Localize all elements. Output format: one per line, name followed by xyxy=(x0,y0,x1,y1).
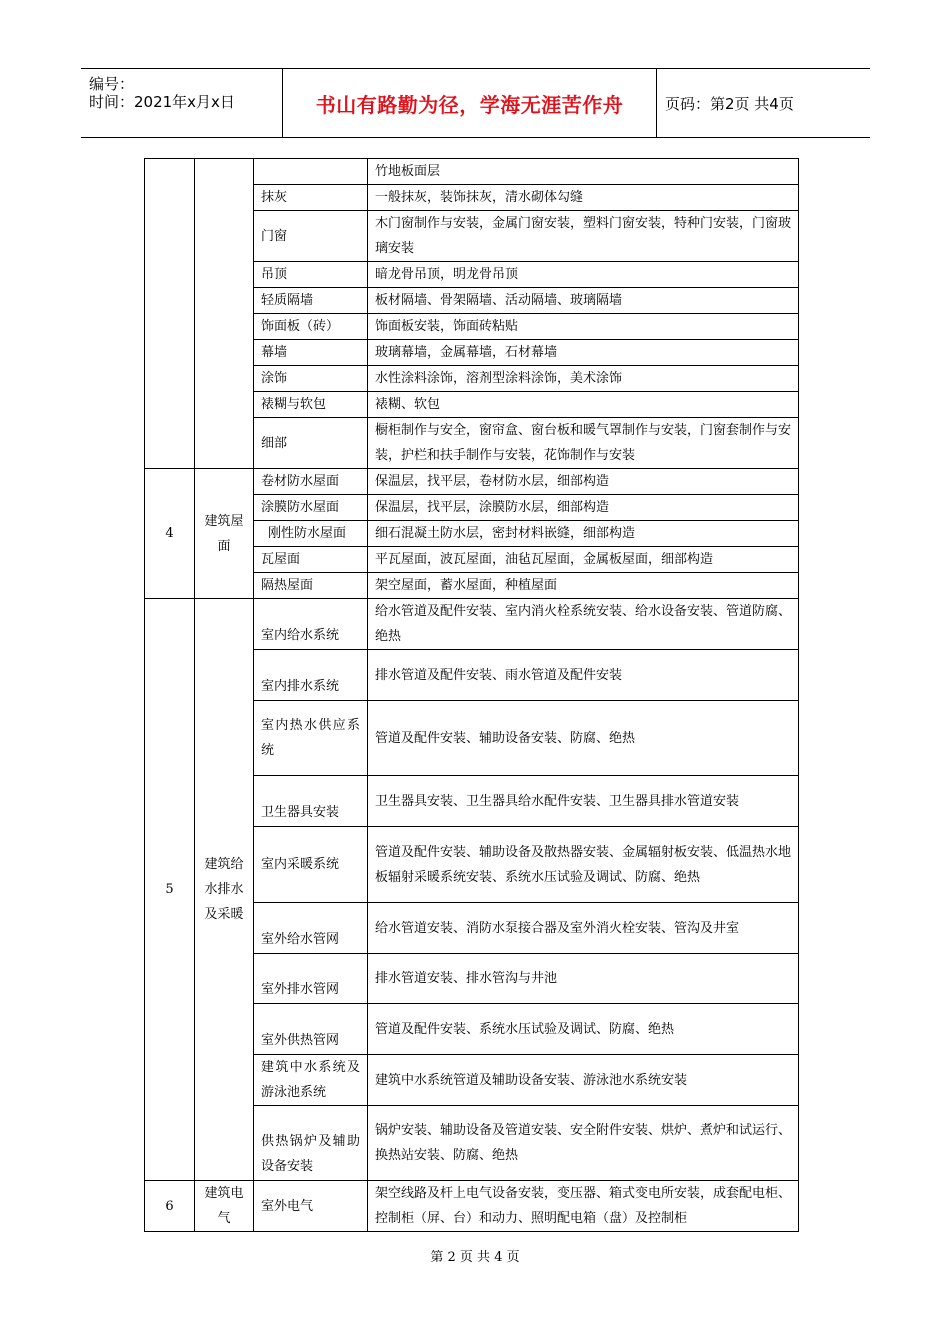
content-cell: 暗龙骨吊顶，明龙骨吊顶 xyxy=(368,262,799,288)
page-footer: 第 2 页 共 4 页 xyxy=(430,1250,520,1265)
subdivision-cell: 隔热屋面 xyxy=(254,573,368,599)
subdivision-cell: 刚性防水屋面 xyxy=(254,521,368,547)
subdivision-cell: 抹灰 xyxy=(254,185,368,211)
subdivision-cell: 室内给水系统 xyxy=(254,599,368,650)
subdivision-cell: 室外供热管网 xyxy=(254,1004,368,1055)
subdivision-cell: 供热锅炉及辅助设备安装 xyxy=(254,1106,368,1181)
subdivision-cell: 瓦屋面 xyxy=(254,547,368,573)
content-cell: 管道及配件安装、辅助设备安装、防腐、绝热 xyxy=(368,701,799,776)
content-cell: 卫生器具安装、卫生器具给水配件安装、卫生器具排水管道安装 xyxy=(368,776,799,827)
subdivision-cell xyxy=(254,159,368,185)
content-cell: 给水管道安装、消防水泵接合器及室外消火栓安装、管沟及井室 xyxy=(368,903,799,954)
content-cell: 一般抹灰，装饰抹灰，清水砌体勾缝 xyxy=(368,185,799,211)
subdivision-cell: 细部 xyxy=(254,418,368,469)
content-cell: 竹地板面层 xyxy=(368,159,799,185)
division-name-cell: 建筑电气 xyxy=(195,1181,254,1232)
content-cell: 架空线路及杆上电气设备安装，变压器、箱式变电所安装，成套配电柜、控制柜（屏、台）和动力、照明配电箱（盘）及控制柜 xyxy=(368,1181,799,1232)
subdivision-cell: 室外排水管网 xyxy=(254,954,368,1004)
subdivision-cell: 幕墙 xyxy=(254,340,368,366)
subdivision-cell: 涂膜防水屋面 xyxy=(254,495,368,521)
division-number-cell xyxy=(145,159,195,469)
table-row xyxy=(145,599,799,650)
content-cell: 排水管道安装、排水管沟与井池 xyxy=(368,954,799,1004)
header-meta xyxy=(81,69,283,137)
content-cell: 板材隔墙、骨架隔墙、活动隔墙、玻璃隔墙 xyxy=(368,288,799,314)
subdivision-cell: 室内热水供应系统 xyxy=(254,701,368,776)
subdivision-cell: 建筑中水系统及游泳池系统 xyxy=(254,1055,368,1106)
subdivision-cell: 轻质隔墙 xyxy=(254,288,368,314)
time-label: 时间：2021年x月x日 xyxy=(89,93,235,111)
division-number-cell: 6 xyxy=(145,1181,195,1232)
subdivision-cell: 室外给水管网 xyxy=(254,903,368,954)
content-cell: 保温层，找平层，涂膜防水层，细部构造 xyxy=(368,495,799,521)
content-cell: 给水管道及配件安装、室内消火栓系统安装、给水设备安装、管道防腐、绝热 xyxy=(368,599,799,650)
content-cell: 排水管道及配件安装、雨水管道及配件安装 xyxy=(368,650,799,701)
subdivision-cell: 门窗 xyxy=(254,211,368,262)
content-cell: 细石混凝土防水层，密封材料嵌缝，细部构造 xyxy=(368,521,799,547)
page-label: 页码：第2页 共4页 xyxy=(665,94,794,113)
subdivision-cell: 室内排水系统 xyxy=(254,650,368,701)
content-cell: 橱柜制作与安全，窗帘盒、窗台板和暖气罩制作与安装，门窗套制作与安装，护栏和扶手制作与安装，花饰制作与安装 xyxy=(368,418,799,469)
content-cell: 玻璃幕墙，金属幕墙，石材幕墙 xyxy=(368,340,799,366)
subdivision-cell: 吊顶 xyxy=(254,262,368,288)
division-name-cell xyxy=(195,159,254,469)
subdivision-cell: 室内采暖系统 xyxy=(254,827,368,903)
content-cell: 锅炉安装、辅助设备及管道安装、安全附件安装、烘炉、煮炉和试运行、换热站安装、防腐、绝热 xyxy=(368,1106,799,1181)
subdivision-cell: 卫生器具安装 xyxy=(254,776,368,827)
subdivision-cell: 饰面板（砖） xyxy=(254,314,368,340)
subdivision-cell: 裱糊与软包 xyxy=(254,392,368,418)
content-cell: 木门窗制作与安装，金属门窗安装，塑料门窗安装，特种门安装，门窗玻璃安装 xyxy=(368,211,799,262)
code-label: 编号： xyxy=(89,75,135,93)
subdivision-cell: 涂饰 xyxy=(254,366,368,392)
division-number-cell: 5 xyxy=(145,599,195,1181)
content-cell: 平瓦屋面，波瓦屋面，油毡瓦屋面，金属板屋面，细部构造 xyxy=(368,547,799,573)
content-cell: 裱糊、软包 xyxy=(368,392,799,418)
page-header xyxy=(81,68,870,138)
table-row xyxy=(145,469,799,495)
subdivision-cell: 室外电气 xyxy=(254,1181,368,1232)
table-row xyxy=(145,1181,799,1232)
table-row xyxy=(145,159,799,185)
content-cell: 管道及配件安装、辅助设备及散热器安装、金属辐射板安装、低温热水地板辐射采暖系统安装、系统水压试验及调试、防腐、绝热 xyxy=(368,827,799,903)
content-cell: 水性涂料涂饰，溶剂型涂料涂饰，美术涂饰 xyxy=(368,366,799,392)
division-name-cell: 建筑屋面 xyxy=(195,469,254,599)
engineering-division-table xyxy=(144,158,799,1232)
subdivision-cell: 卷材防水屋面 xyxy=(254,469,368,495)
content-cell: 管道及配件安装、系统水压试验及调试、防腐、绝热 xyxy=(368,1004,799,1055)
division-name-cell: 建筑给水排水及采暖 xyxy=(195,599,254,1181)
content-cell: 架空屋面，蓄水屋面，种植屋面 xyxy=(368,573,799,599)
content-cell: 饰面板安装，饰面砖粘贴 xyxy=(368,314,799,340)
division-number-cell: 4 xyxy=(145,469,195,599)
content-cell: 建筑中水系统管道及辅助设备安装、游泳池水系统安装 xyxy=(368,1055,799,1106)
content-cell: 保温层，找平层，卷材防水层，细部构造 xyxy=(368,469,799,495)
motto: 书山有路勤为径，学海无涯苦作舟 xyxy=(283,69,657,137)
